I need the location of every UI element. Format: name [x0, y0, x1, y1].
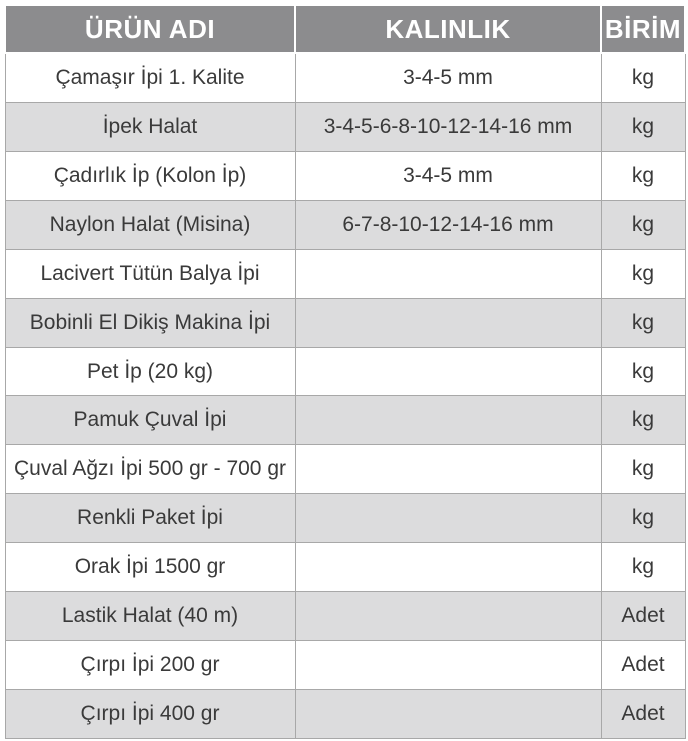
thickness-cell	[295, 543, 601, 592]
product-name-cell: Renkli Paket İpi	[5, 494, 295, 543]
unit-cell: kg	[601, 102, 685, 151]
header-thickness: KALINLIK	[295, 5, 601, 53]
product-name-cell: Lastik Halat (40 m)	[5, 592, 295, 641]
table-row	[5, 102, 685, 151]
thickness-cell	[295, 494, 601, 543]
product-name-cell: Lacivert Tütün Balya İpi	[5, 249, 295, 298]
product-table-container	[4, 4, 684, 739]
header-product-name: ÜRÜN ADI	[5, 5, 295, 53]
thickness-cell	[295, 396, 601, 445]
thickness-cell: 6-7-8-10-12-14-16 mm	[295, 200, 601, 249]
table-row	[5, 592, 685, 641]
unit-cell: kg	[601, 347, 685, 396]
header-unit: BİRİM	[601, 5, 685, 53]
thickness-cell	[295, 641, 601, 690]
unit-cell: kg	[601, 249, 685, 298]
table-row	[5, 641, 685, 690]
thickness-cell	[295, 690, 601, 739]
product-name-cell: Pet İp (20 kg)	[5, 347, 295, 396]
thickness-cell: 3-4-5-6-8-10-12-14-16 mm	[295, 102, 601, 151]
unit-cell: kg	[601, 200, 685, 249]
thickness-cell: 3-4-5 mm	[295, 151, 601, 200]
product-name-cell: Çamaşır İpi 1. Kalite	[5, 53, 295, 102]
table-header	[5, 5, 685, 53]
unit-cell: kg	[601, 445, 685, 494]
table-body	[5, 53, 685, 739]
unit-cell: kg	[601, 494, 685, 543]
product-name-cell: Çadırlık İp (Kolon İp)	[5, 151, 295, 200]
table-row	[5, 396, 685, 445]
table-row	[5, 298, 685, 347]
thickness-cell	[295, 298, 601, 347]
table-row	[5, 543, 685, 592]
product-name-cell: İpek Halat	[5, 102, 295, 151]
thickness-cell: 3-4-5 mm	[295, 53, 601, 102]
table-row	[5, 494, 685, 543]
table-row	[5, 690, 685, 739]
table-row	[5, 53, 685, 102]
product-name-cell: Çırpı İpi 400 gr	[5, 690, 295, 739]
header-row	[5, 5, 685, 53]
product-name-cell: Çırpı İpi 200 gr	[5, 641, 295, 690]
thickness-cell	[295, 249, 601, 298]
thickness-cell	[295, 592, 601, 641]
product-name-cell: Çuval Ağzı İpi 500 gr - 700 gr	[5, 445, 295, 494]
product-table	[4, 4, 686, 739]
unit-cell: Adet	[601, 641, 685, 690]
unit-cell: Adet	[601, 592, 685, 641]
unit-cell: kg	[601, 53, 685, 102]
unit-cell: kg	[601, 298, 685, 347]
table-row	[5, 151, 685, 200]
unit-cell: Adet	[601, 690, 685, 739]
thickness-cell	[295, 347, 601, 396]
product-name-cell: Naylon Halat (Misina)	[5, 200, 295, 249]
product-name-cell: Orak İpi 1500 gr	[5, 543, 295, 592]
product-name-cell: Pamuk Çuval İpi	[5, 396, 295, 445]
thickness-cell	[295, 445, 601, 494]
unit-cell: kg	[601, 396, 685, 445]
table-row	[5, 347, 685, 396]
unit-cell: kg	[601, 543, 685, 592]
table-row	[5, 200, 685, 249]
unit-cell: kg	[601, 151, 685, 200]
table-row	[5, 249, 685, 298]
table-row	[5, 445, 685, 494]
product-name-cell: Bobinli El Dikiş Makina İpi	[5, 298, 295, 347]
